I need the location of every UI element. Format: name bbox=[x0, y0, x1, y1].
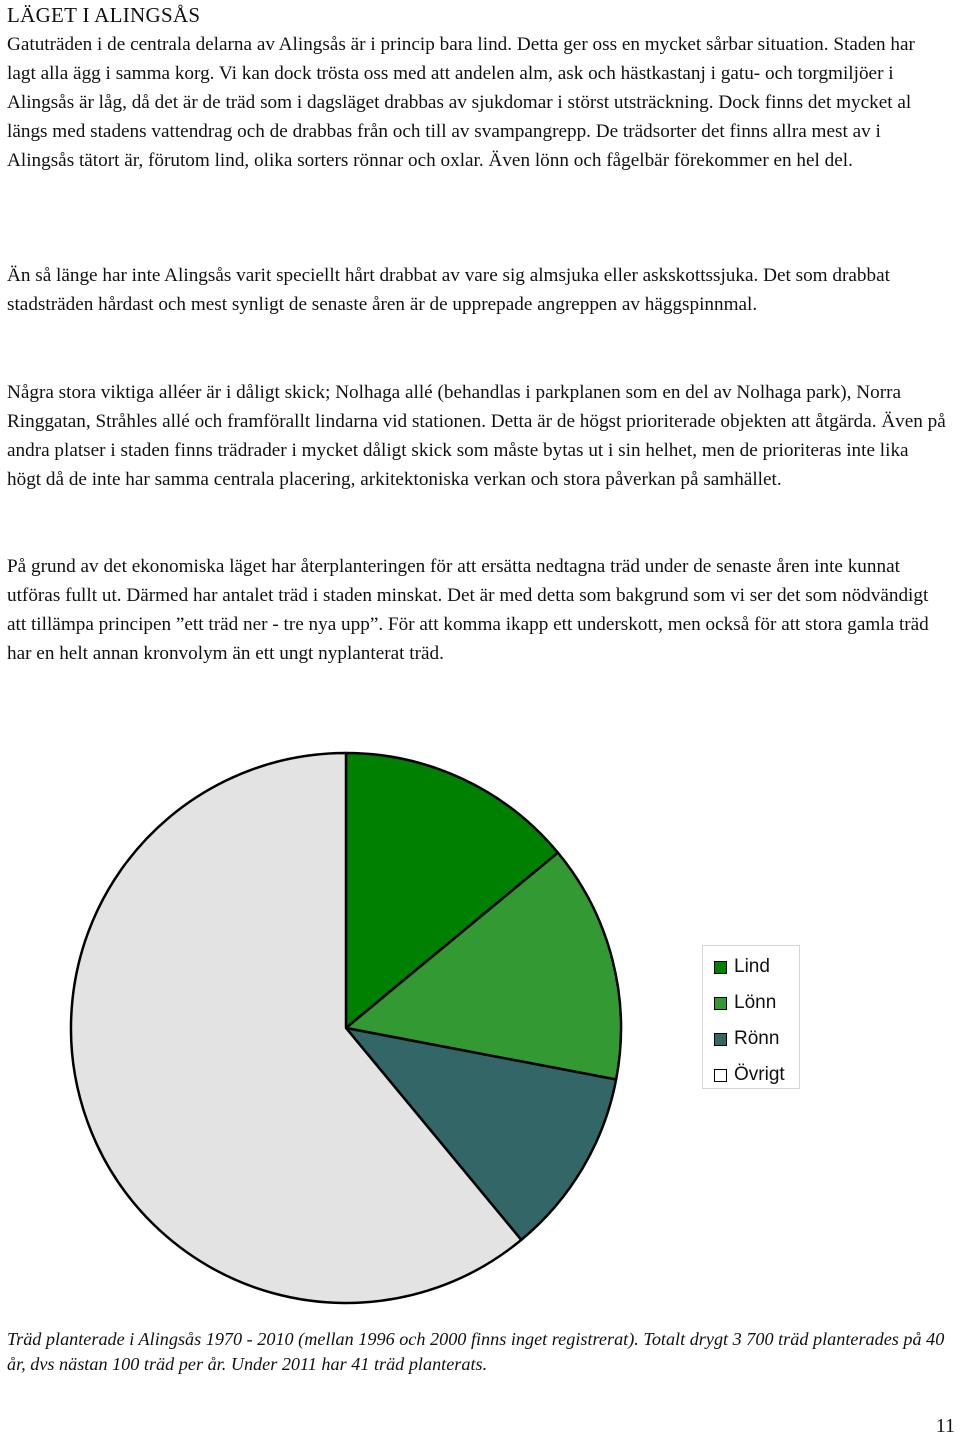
legend-label-ovrigt: Övrigt bbox=[734, 1064, 785, 1085]
legend-item-lonn bbox=[714, 991, 776, 1015]
body-paragraph-2: Än så länge har inte Alingsås varit speciellt hårt drabbat av vare sig almsjuka eller askskottssjuka. Det som drabbat stadsträden hårdast och mest synligt de senaste åren är de upprepade angreppen av häggspinnmal. bbox=[7, 265, 890, 315]
page-heading: LÄGET I ALINGSÅS bbox=[7, 3, 201, 27]
legend-swatch-ronn bbox=[714, 1033, 727, 1046]
body-paragraph-4: På grund av det ekonomiska läget har återplanteringen för att ersätta nedtagna träd under de senaste åren inte kunnat utföras fullt ut. Därmed har antalet träd i staden minskat. Det är med detta som bakgrund som vi ser det som nödvändigt att tillämpa principen ”ett träd ner - tre nya upp”. För att komma ikapp ett underskott, men också för att stora gamla träd har en helt annan kronvolym än ett ungt nyplanterat träd. bbox=[7, 556, 929, 664]
legend-item-ovrigt bbox=[714, 1063, 785, 1087]
pie-chart bbox=[0, 700, 700, 1310]
legend-item-ronn bbox=[714, 1027, 779, 1051]
legend-label-lonn: Lönn bbox=[734, 992, 777, 1013]
body-paragraph-1: Gatuträden i de centrala delarna av Alingsås är i princip bara lind. Detta ger oss en mycket sårbar situation. Staden har lagt alla ägg i samma korg. Vi kan dock trösta oss med att andelen alm, ask och hästkastanj i gatu- och torgmiljöer i Alingsås är låg, då det är de träd som i dagsläget drabbas av sjukdomar i störst utsträckning. Dock finns det mycket al längs med stadens vattendrag och de drabbas från och till av svampangrepp. De trädsorter det finns allra mest av i Alingsås tätort är, förutom lind, olika sorters rönnar och oxlar. Även lönn och fågelbär förekommer en hel del. bbox=[7, 34, 915, 171]
chart-legend bbox=[702, 945, 800, 1089]
legend-swatch-ovrigt bbox=[714, 1069, 727, 1082]
legend-swatch-lind bbox=[714, 961, 727, 974]
chart-caption: Träd planterade i Alingsås 1970 - 2010 (mellan 1996 och 2000 finns inget registrerat). Totalt drygt 3 700 träd planterades på 40 år, dvs nästan 100 träd per år. Under 2011 har 41 träd planterats. bbox=[7, 1329, 945, 1374]
legend-label-ronn: Rönn bbox=[734, 1028, 780, 1049]
body-paragraph-3: Några stora viktiga alléer är i dåligt skick; Nolhaga allé (behandlas i parkplanen som en del av Nolhaga park), Norra Ringgatan, Stråhles allé och framförallt lindarna vid stationen. Detta är de högst prioriterade objekten att åtgärda. Även på andra platser i staden finns trädrader i mycket dåligt skick som måste bytas ut i sin helhet, men de prioriteras inte lika högt då de inte har samma centrala placering, arkitektoniska verkan och stora påverkan på samhället. bbox=[7, 382, 946, 490]
legend-item-lind bbox=[714, 955, 770, 979]
legend-label-lind: Lind bbox=[734, 956, 770, 977]
legend-swatch-lonn bbox=[714, 997, 727, 1010]
page-number: 11 bbox=[935, 1415, 955, 1437]
